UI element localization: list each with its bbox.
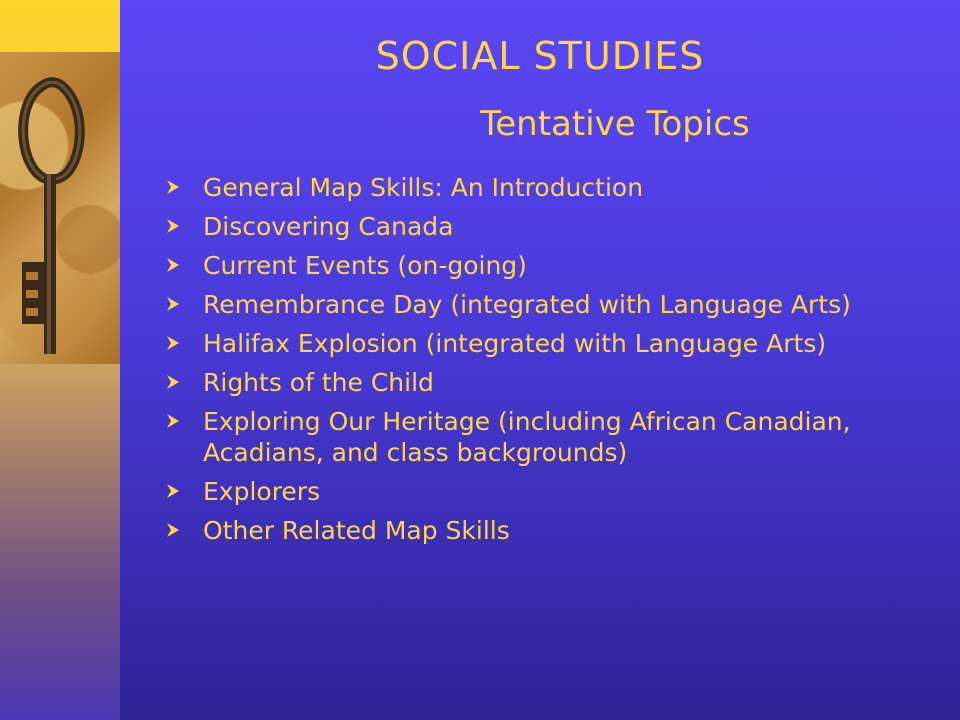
arrowhead-bullet-icon [165, 374, 181, 390]
list-item [165, 172, 865, 203]
arrowhead-bullet-icon [165, 257, 181, 273]
topic-text: Remembrance Day (integrated with Language Arts) [203, 290, 851, 319]
slide-subtitle: Tentative Topics [480, 104, 750, 144]
list-item [165, 367, 865, 398]
list-item [165, 328, 865, 359]
arrowhead-bullet-icon [165, 296, 181, 312]
topic-text: Exploring Our Heritage (including African Canadian, Acadians, and class backgrounds) [203, 407, 851, 467]
list-item [165, 250, 865, 281]
arrowhead-bullet-icon [165, 413, 181, 429]
topic-text: General Map Skills: An Introduction [203, 173, 644, 202]
list-item [165, 515, 865, 546]
slide-title: SOCIAL STUDIES [375, 34, 705, 78]
arrowhead-bullet-icon [165, 335, 181, 351]
topic-text: Explorers [203, 477, 321, 506]
list-item [165, 211, 865, 242]
arrowhead-bullet-icon [165, 483, 181, 499]
arrowhead-bullet-icon [165, 522, 181, 538]
topic-text: Halifax Explosion (integrated with Language Arts) [203, 329, 827, 358]
topic-text: Other Related Map Skills [203, 516, 510, 545]
old-key-icon [0, 52, 120, 364]
arrowhead-bullet-icon [165, 218, 181, 234]
topic-text: Rights of the Child [203, 368, 434, 397]
topic-text: Current Events (on-going) [203, 251, 527, 280]
topic-list [165, 172, 865, 554]
list-item [165, 476, 865, 507]
list-item [165, 406, 865, 468]
list-item [165, 289, 865, 320]
arrowhead-bullet-icon [165, 179, 181, 195]
topic-text: Discovering Canada [203, 212, 454, 241]
